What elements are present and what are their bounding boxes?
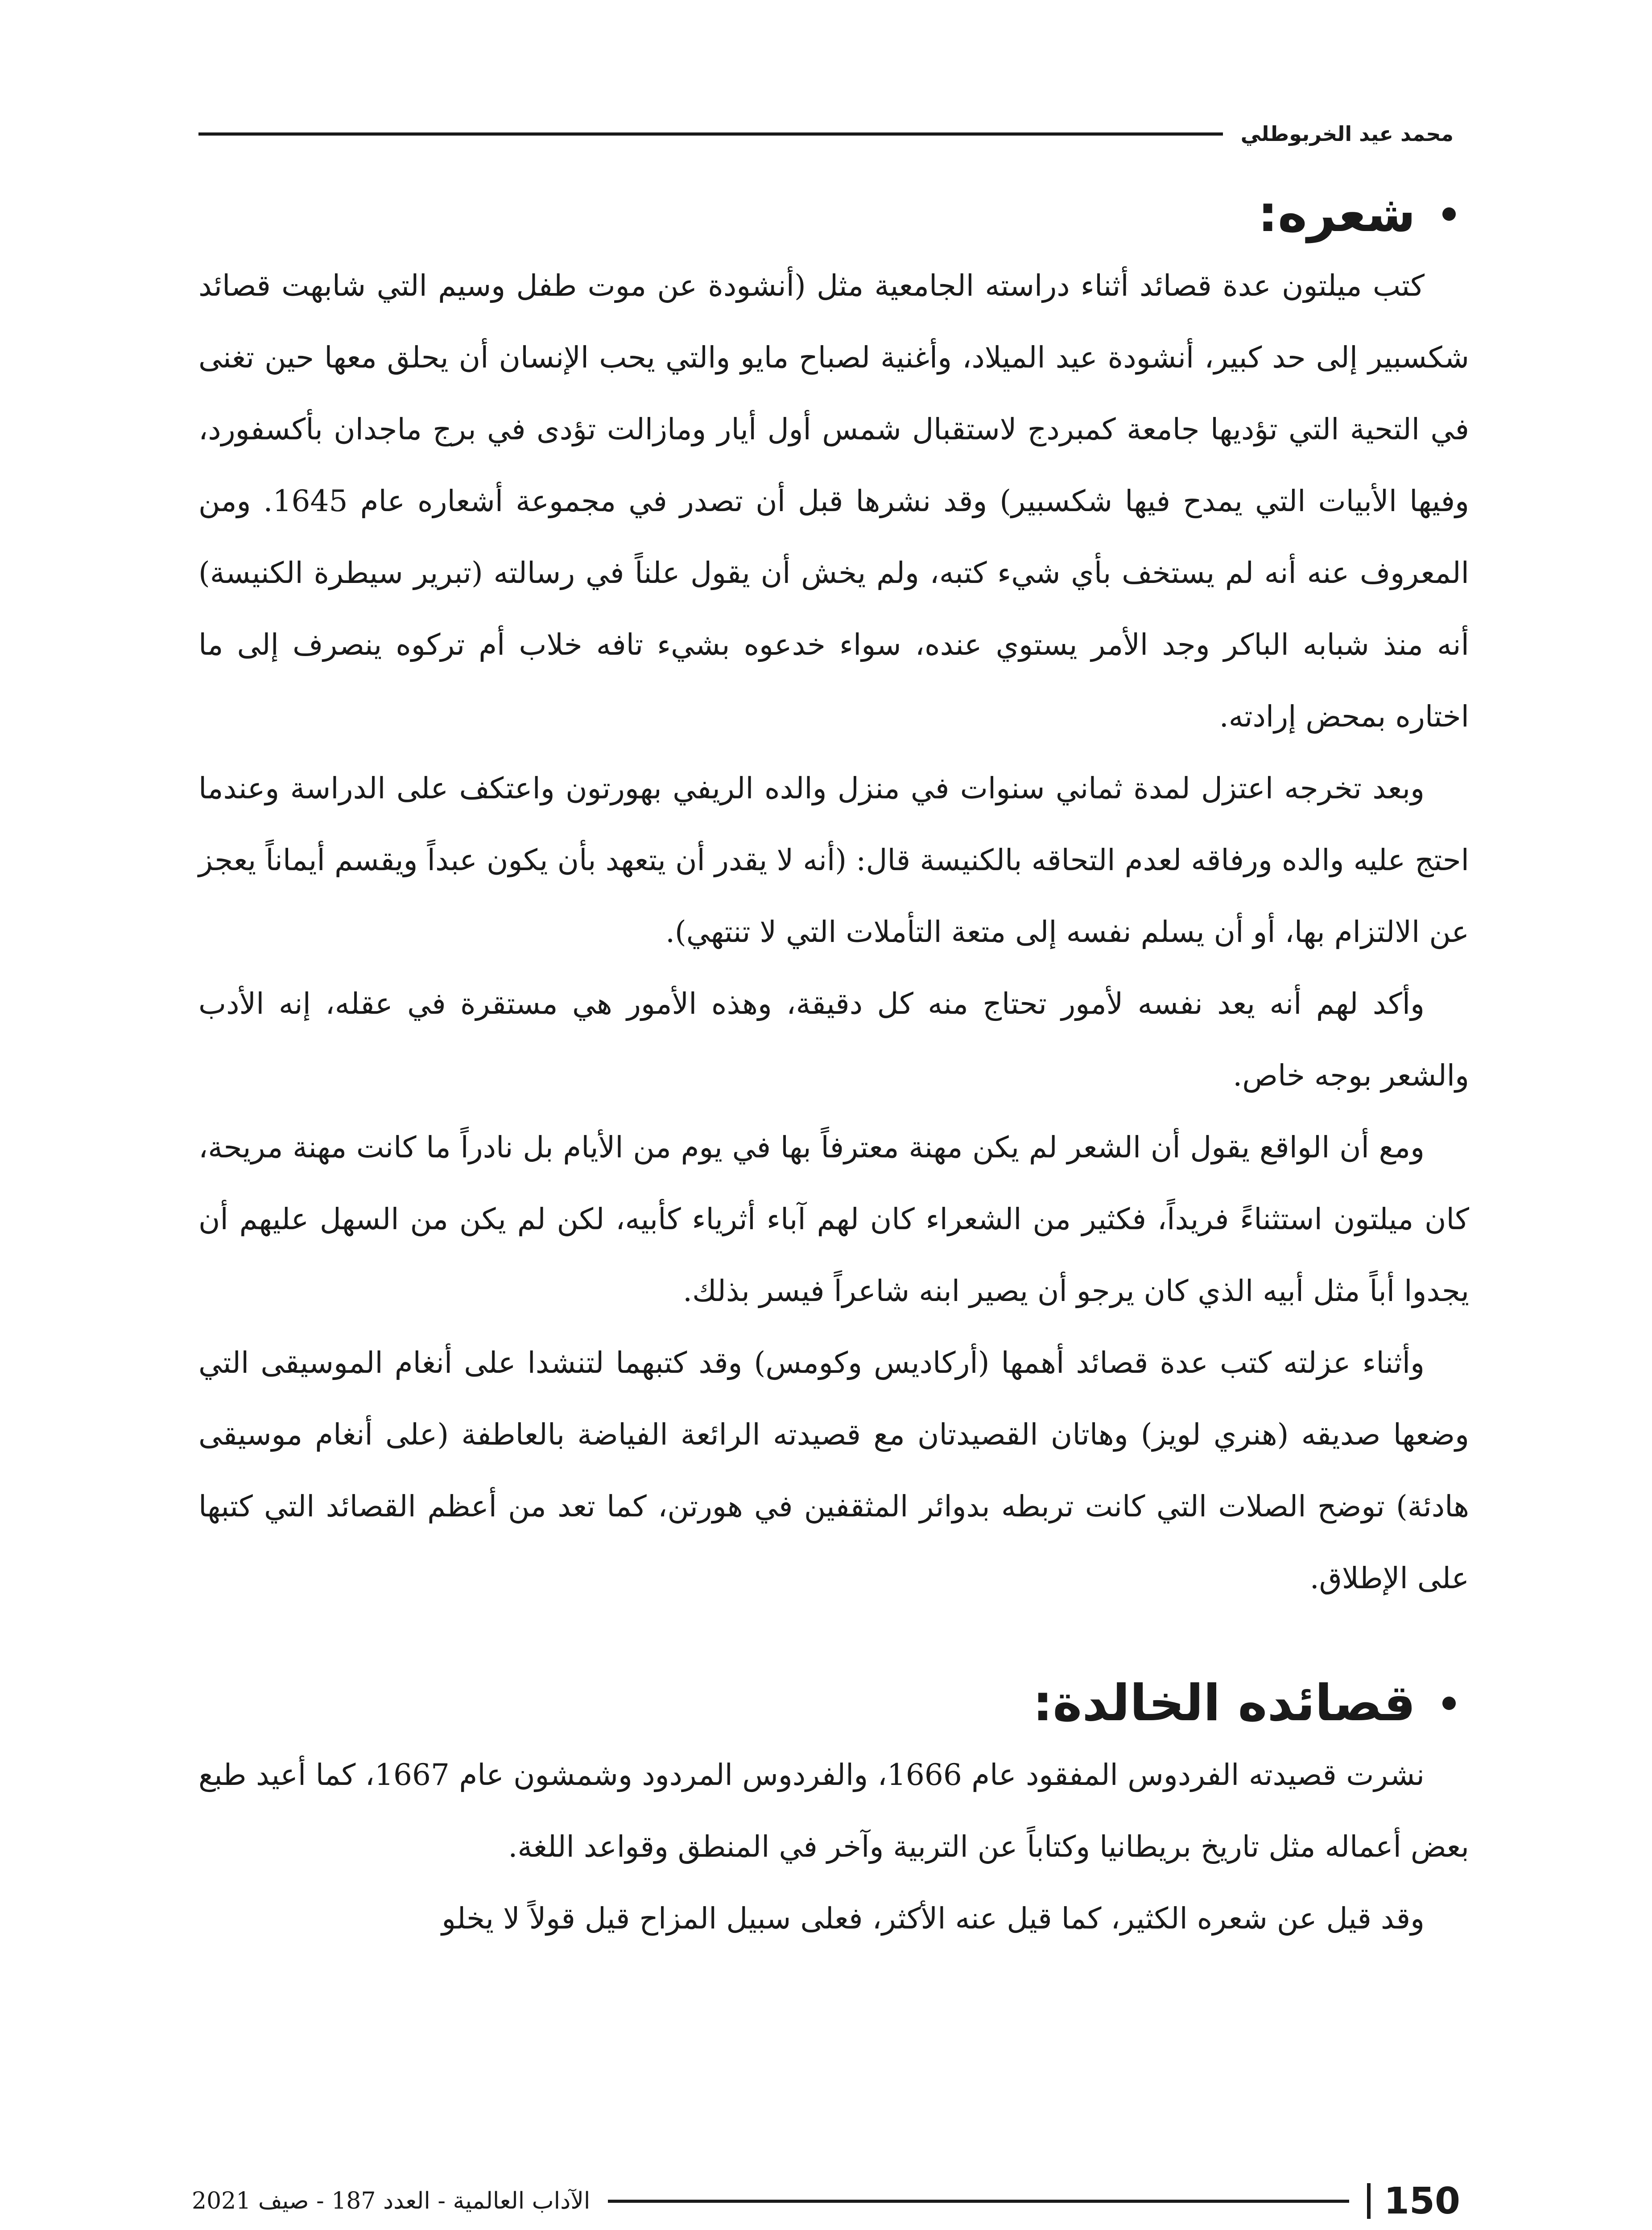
paragraph: نشرت قصيدته الفردوس المفقود عام 1666، والفردوس المردود وشمشون عام 1667، كما أعيد طبع بعض أعماله مثل تاريخ بريطانيا وكتاباً عن التربية وآخر في المنطق وقواعد اللغة. [198,1758,1469,1864]
section-heading-poetry [198,178,1456,250]
bullet-icon [1442,207,1456,221]
paragraph: وقد قيل عن شعره الكثير، كما قيل عنه الأكثر، فعلى سبيل المزاح قيل قولاً لا يخلو [442,1901,1425,1936]
header-rule [198,132,1223,136]
section-spacer [198,1614,1469,1668]
author-name: محمد عيد الخربوطلي [1240,122,1454,146]
running-footer [192,2179,1460,2223]
bullet-icon [1442,1697,1456,1710]
journal-info: الآداب العالمية - العدد 187 - صيف 2021 [192,2188,591,2214]
section-heading-immortal-poems [198,1668,1456,1739]
paragraph: وبعد تخرجه اعتزل لمدة ثماني سنوات في منزل والده الريفي بهورتون واعتكف على الدراسة وعندما احتج عليه والده ورفاقه لعدم التحاقه بالكنيسة قال: (أنه لا يقدر أن يتعهد بأن يكون عبداً ويقسم أيماناً يعجز عن الالتزام بها، أو أن يسلم نفسه إلى متعة التأملات التي لا تنتهي). [198,771,1469,949]
section-heading-text: شعره: [1258,185,1416,243]
running-header [198,116,1454,152]
article-body [198,178,1469,1954]
paragraph: وأكد لهم أنه يعد نفسه لأمور تحتاج منه كل دقيقة، وهذه الأمور هي مستقرة في عقله، إنه الأدب والشعر بوجه خاص. [198,987,1469,1093]
paragraph: كتب ميلتون عدة قصائد أثناء دراسته الجامعية مثل (أنشودة عن موت طفل وسيم التي شابهت قصائد شكسبير إلى حد كبير، أنشودة عيد الميلاد، وأغنية لصباح مايو والتي يحب الإنسان أن يحلق معها حين تغنى في التحية التي تؤديها جامعة كمبردج لاستقبال شمس أول أيار ومازالت تؤدى في برج ماجدان بأكسفورد، وفيها الأبيات التي يمدح فيها شكسبير) وقد نشرها قبل أن تصدر في مجموعة أشعاره عام 1645. ومن المعروف عنه أنه لم يستخف بأي شيء كتبه، ولم يخش أن يقول علناً في رسالته (تبرير سيطرة الكنيسة) أنه منذ شبابه الباكر وجد الأمر يستوي عنده، سواء خدعوه بشيء تافه خلاب أم تركوه ينصرف إلى ما اختاره بمحض إرادته. [198,268,1469,734]
paragraph: ومع أن الواقع يقول أن الشعر لم يكن مهنة معترفاً بها في يوم من الأيام بل نادراً ما كانت مهنة مريحة، كان ميلتون استثناءً فريداً، فكثير من الشعراء كان لهم آباء أثرياء كأبيه، لكن لم يكن من السهل عليهم أن يجدوا أباً مثل أبيه الذي كان يرجو أن يصير ابنه شاعراً فيسر بذلك. [198,1130,1469,1308]
paragraph: وأثناء عزلته كتب عدة قصائد أهمها (أركاديس وكومس) وقد كتبهما لتنشدا على أنغام الموسيقى التي وضعها صديقه (هنري لويز) وهاتان القصيدتان مع قصيدته الرائعة الفياضة بالعاطفة (على أنغام موسيقى هادئة) توضح الصلات التي كانت تربطه بدوائر المثقفين في هورتن، كما تعد من أعظم القصائد التي كتبها على الإطلاق. [198,1346,1469,1595]
page-number: 150 [1384,2180,1460,2222]
footer-rule [608,2200,1349,2203]
footer-separator [1367,2183,1371,2219]
section-heading-text: قصائده الخالدة: [1032,1674,1416,1732]
